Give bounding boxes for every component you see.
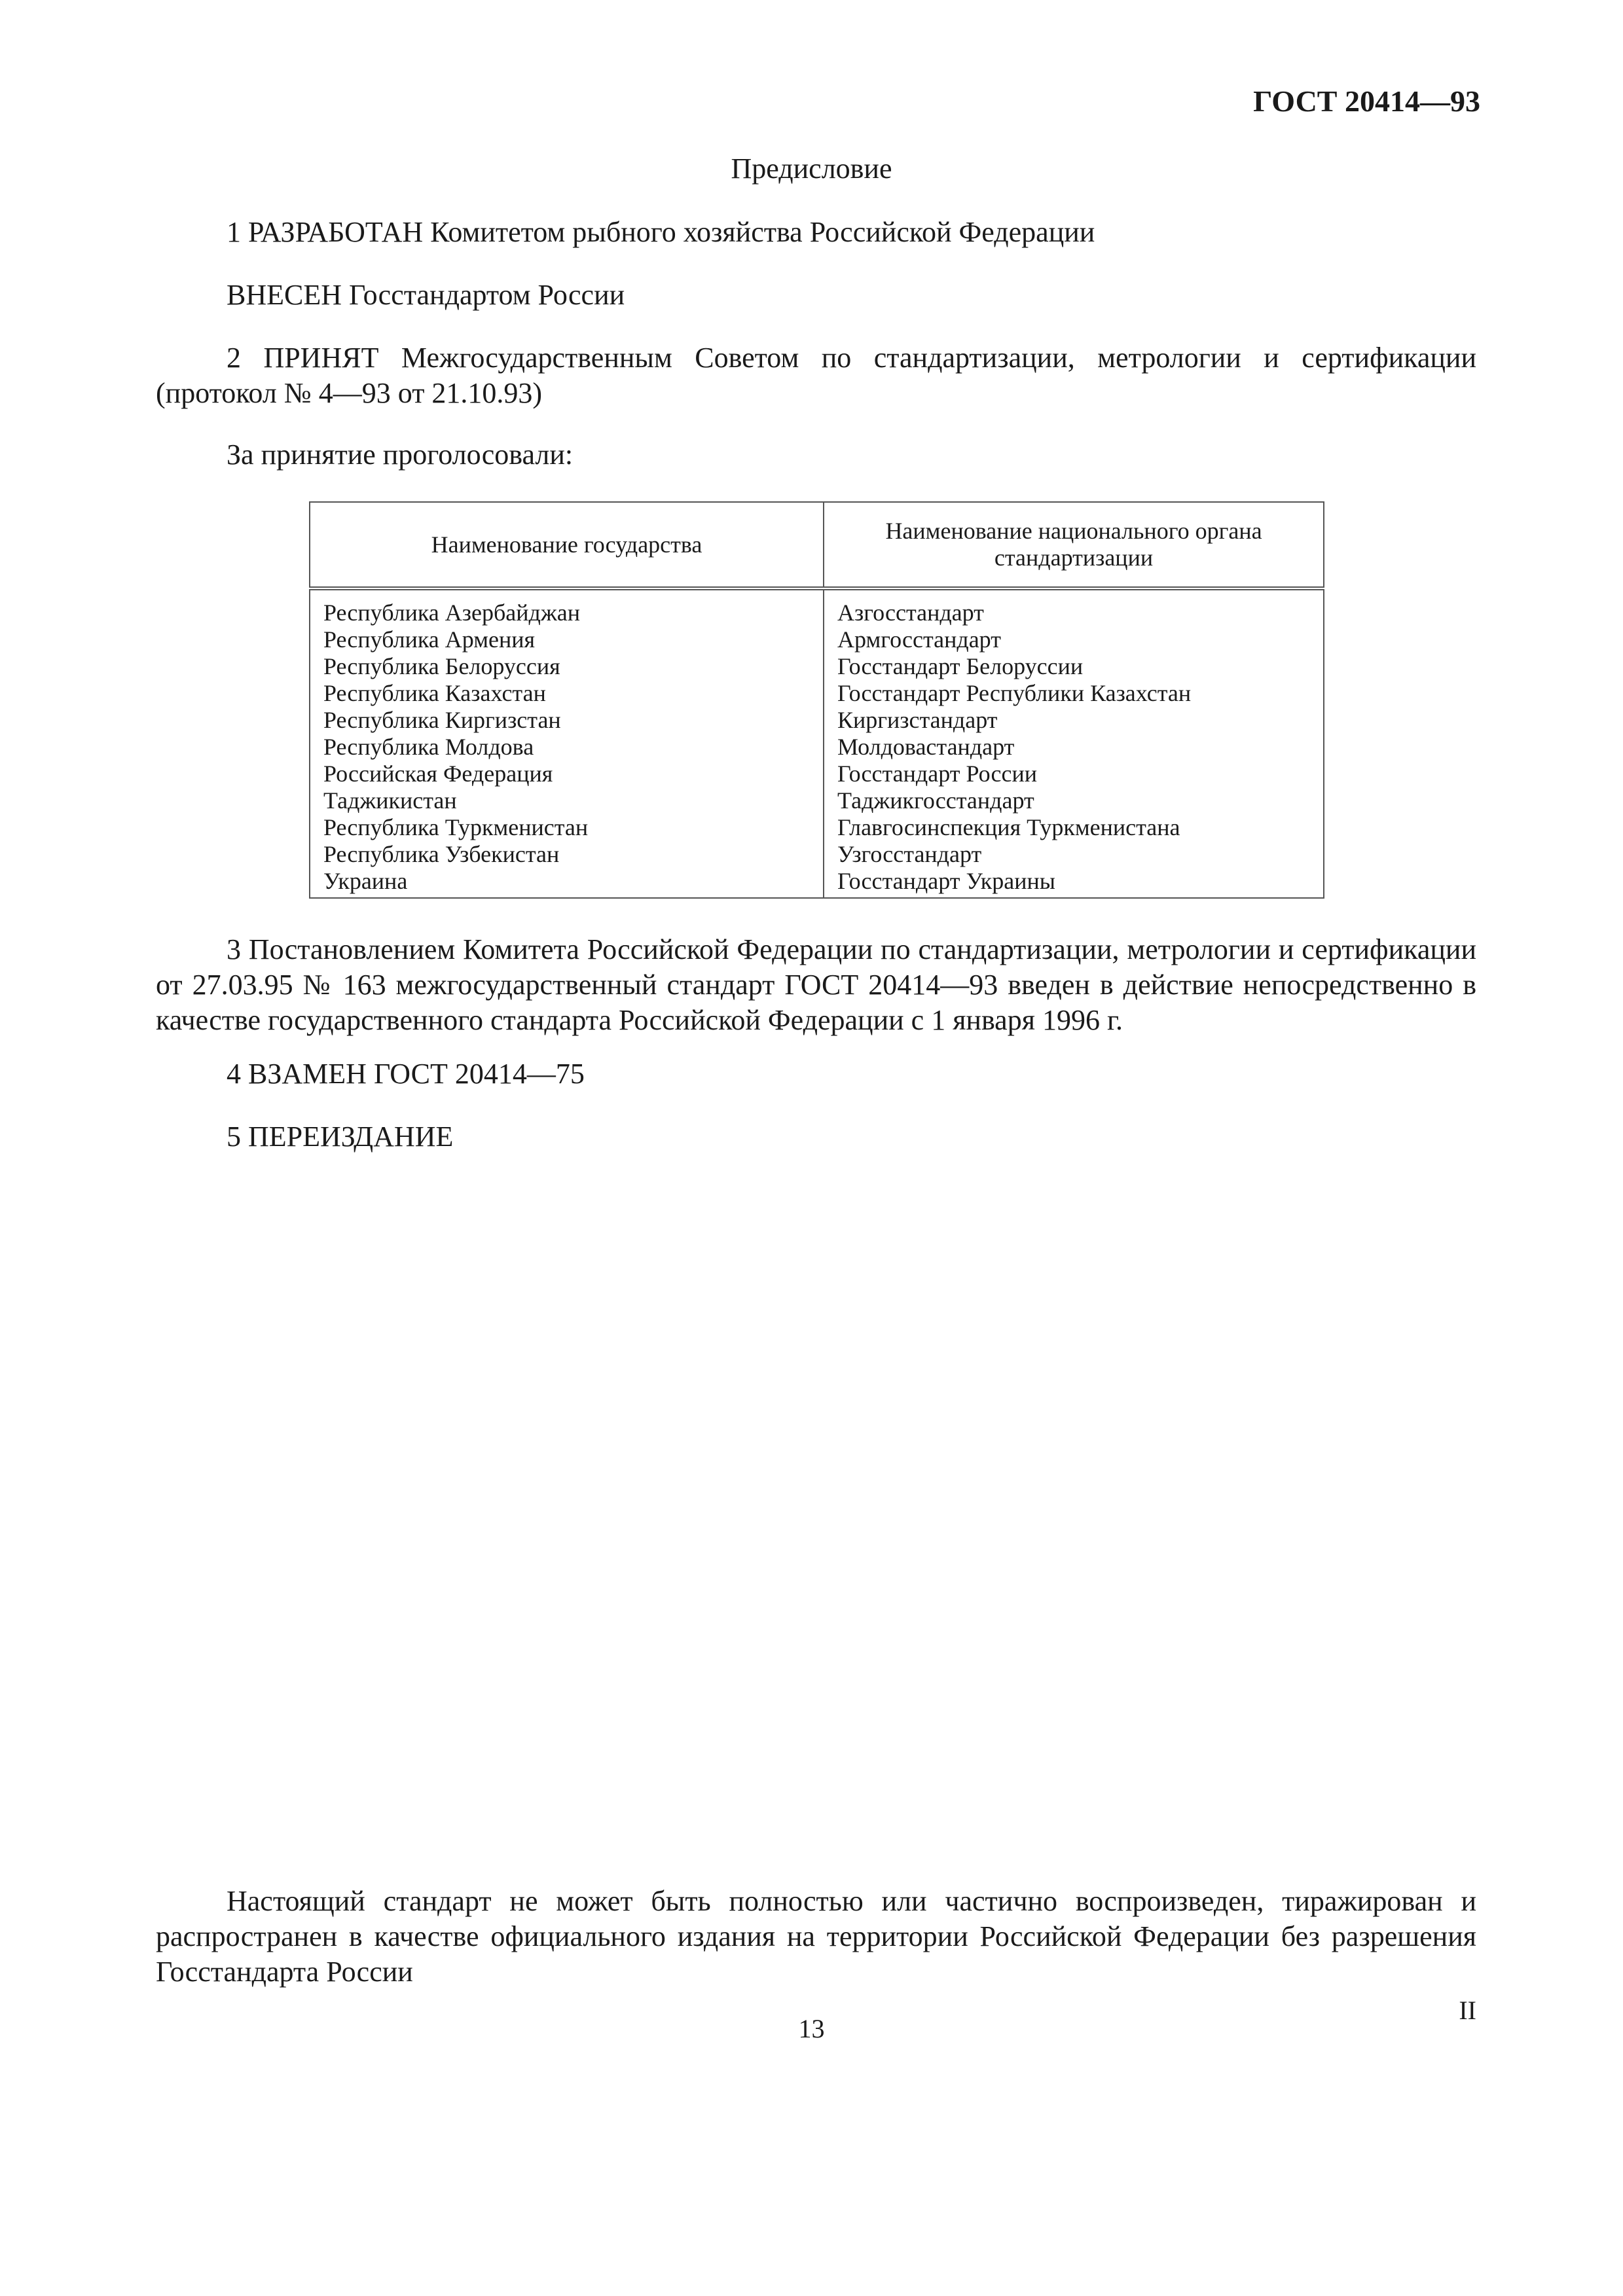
roman-numeral: II (1459, 1996, 1476, 2025)
table-header-row (310, 502, 1324, 588)
cell-standards-body: Госстандарт Белоруссии (824, 653, 1324, 680)
header-standards-body: Наименование национального органа стандартизации (824, 502, 1324, 588)
table-body (310, 588, 1324, 898)
copyright-notice (156, 1884, 1476, 1990)
cell-standards-body: Главгосинспекция Туркменистана (824, 814, 1324, 841)
item-introduced: ВНЕСЕН Госстандартом России (227, 279, 625, 311)
cell-state: Украина (310, 868, 824, 898)
cell-standards-body: Госстандарт России (824, 761, 1324, 787)
cell-standards-body: Киргизстандарт (824, 707, 1324, 734)
cell-standards-body: Госстандарт Республики Казахстан (824, 680, 1324, 707)
item-developed: 1 РАЗРАБОТАН Комитетом рыбного хозяйства Российской Федерации (227, 216, 1095, 248)
item-reissue: 5 ПЕРЕИЗДАНИЕ (227, 1121, 454, 1153)
section-title: Предисловие (731, 152, 892, 185)
cell-standards-body: Азгосстандарт (824, 588, 1324, 626)
table-row (310, 680, 1324, 707)
cell-state: Республика Азербайджан (310, 588, 824, 626)
table-row (310, 626, 1324, 653)
item-voted: За принятие проголосовали: (227, 439, 574, 471)
table-row (310, 734, 1324, 761)
cell-standards-body: Узгосстандарт (824, 841, 1324, 868)
cell-standards-body: Молдовастандарт (824, 734, 1324, 761)
item-replaces: 4 ВЗАМЕН ГОСТ 20414—75 (227, 1058, 585, 1090)
cell-standards-body: Госстандарт Украины (824, 868, 1324, 898)
page-number: 13 (798, 2014, 825, 2043)
cell-state: Республика Казахстан (310, 680, 824, 707)
table-row (310, 653, 1324, 680)
cell-state: Таджикистан (310, 787, 824, 814)
table-row (310, 761, 1324, 787)
cell-state: Республика Туркменистан (310, 814, 824, 841)
cell-state: Республика Белоруссия (310, 653, 824, 680)
table-row (310, 707, 1324, 734)
table-row (310, 841, 1324, 868)
table-row (310, 787, 1324, 814)
item-accepted-text: 2 ПРИНЯТ Межгосударственным Советом по стандартизации, метрологии и сертификации (протокол № 4—93 от 21.10.93) (156, 342, 1476, 409)
table-row (310, 868, 1324, 898)
cell-state: Российская Федерация (310, 761, 824, 787)
voting-table (309, 501, 1324, 899)
cell-standards-body: Таджикгосстандарт (824, 787, 1324, 814)
table-row (310, 588, 1324, 626)
cell-state: Республика Киргизстан (310, 707, 824, 734)
cell-state: Республика Армения (310, 626, 824, 653)
item-decree (156, 932, 1476, 1038)
item-decree-text: 3 Постановлением Комитета Российской Федерации по стандартизации, метрологии и сертификации от 27.03.95 № 163 межгосударственный стандарт ГОСТ 20414—93 введен в действие непосредственно в качестве государственного стандарта Российской Федерации с 1 января 1996 г. (156, 933, 1476, 1036)
table-row (310, 814, 1324, 841)
cell-state: Республика Узбекистан (310, 841, 824, 868)
cell-state: Республика Молдова (310, 734, 824, 761)
item-accepted (156, 340, 1476, 411)
document-code: ГОСТ 20414—93 (1253, 84, 1480, 118)
copyright-notice-text: Настоящий стандарт не может быть полностью или частично воспроизведен, тиражирован и распространен в качестве официального издания на территории Российской Федерации без разрешения Госстандарта России (156, 1885, 1476, 1988)
cell-standards-body: Армгосстандарт (824, 626, 1324, 653)
header-state: Наименование государства (310, 502, 824, 588)
